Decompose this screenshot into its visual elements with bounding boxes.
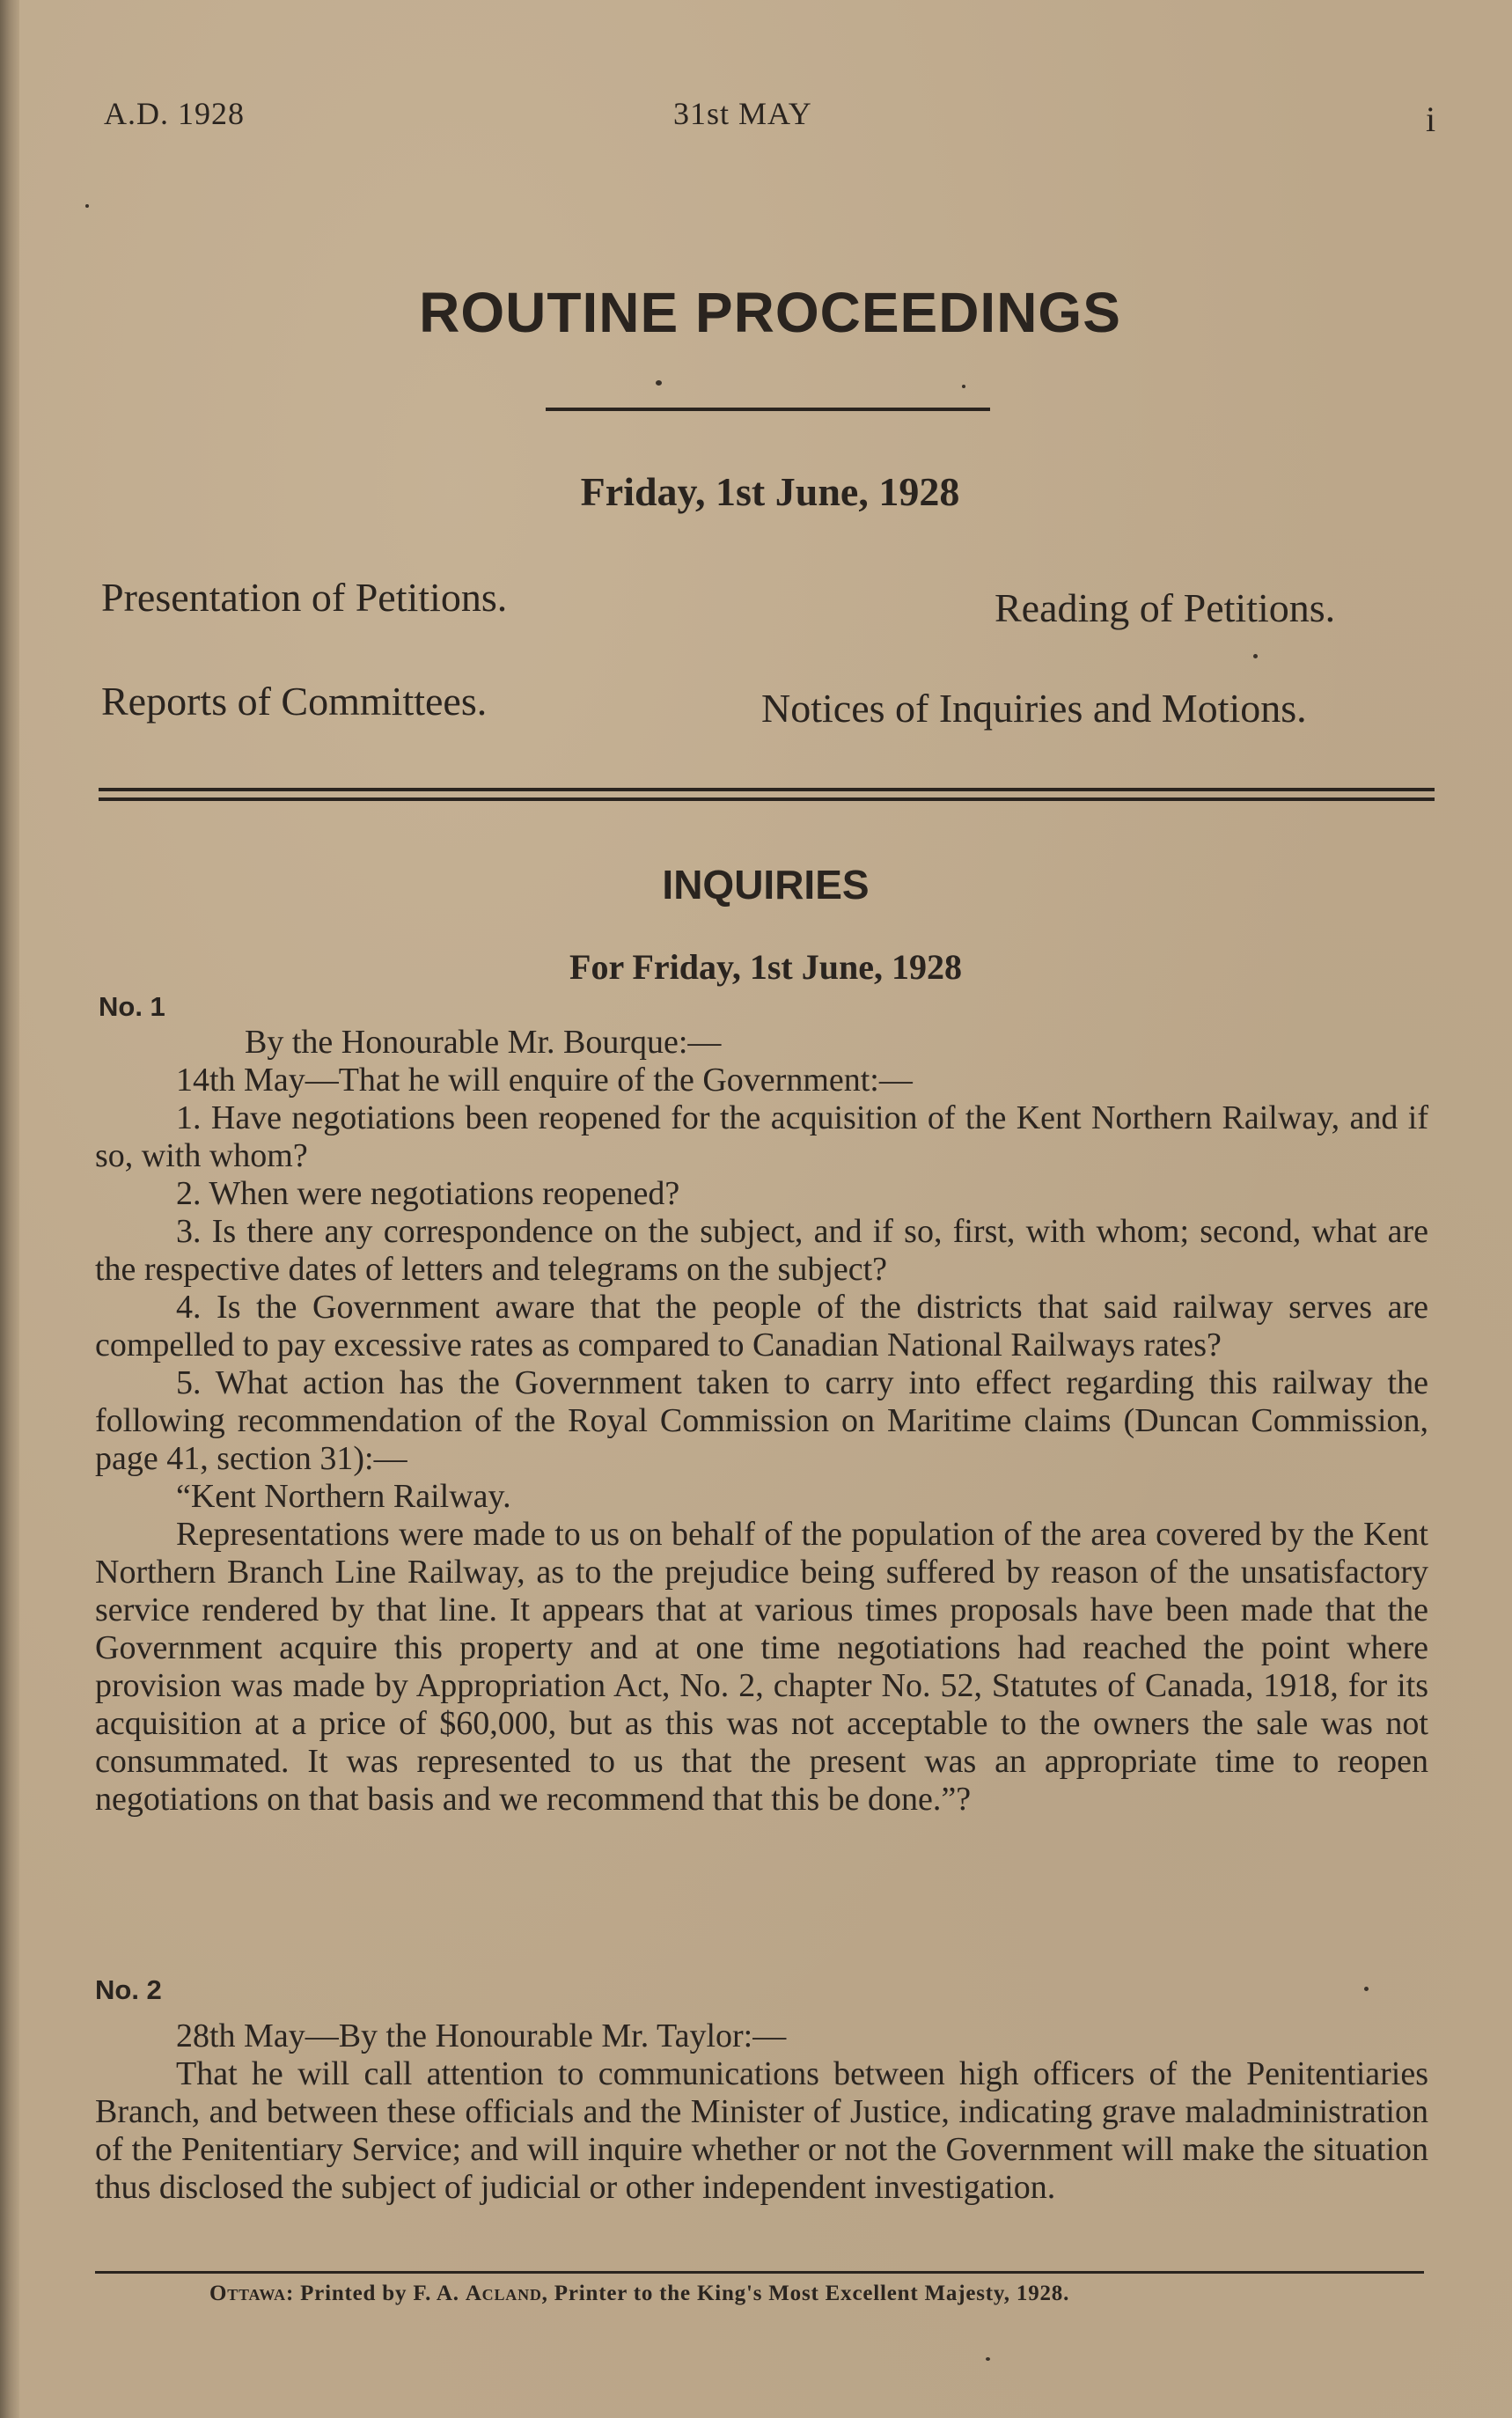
inquiry-2-body (95, 2017, 1428, 2207)
paper-speck (85, 204, 89, 208)
paper-speck (1364, 1987, 1369, 1991)
inquiry-paragraph: That he will call attention to communications between high officers of the Penitentiaries Branch, and between these officials and the Minister of Justice, indicating grave maladministration of the Penitentiary Service; and will inquire whether or not the Government will make the situation thus disclosed the subject of judicial or other independent investigation. (95, 2055, 1428, 2206)
inquiry-paragraph: 2. When were negotiations reopened? (176, 1175, 680, 1212)
paper-speck (656, 380, 662, 386)
running-head-year: A.D. 1928 (104, 96, 245, 131)
order-item-reports-of-committees: Reports of Committees. (101, 679, 488, 724)
paper-speck (962, 385, 965, 388)
page-binding-edge (0, 0, 19, 2418)
inquiry-paragraph: “Kent Northern Railway. (176, 1478, 511, 1515)
inquiry-paragraph: 1. Have negotiations been reopened for the acquisition of the Kent Northern Railway, and if so, with whom? (95, 1099, 1428, 1174)
order-item-notices-of-inquiries: Notices of Inquiries and Motions. (761, 686, 1307, 731)
imprint-text: : Printed by F. A. (285, 2282, 466, 2305)
inquiry-paragraph: 5. What action has the Government taken to carry into effect regarding this railway the following recommendation of the Royal Commission on Maritime claims (Duncan Commission, page 41, section 31):— (95, 1364, 1428, 1477)
page-title: ROUTINE PROCEEDINGS (419, 281, 1121, 344)
inquiry-paragraph: 14th May—That he will enquire of the Government:— (176, 1062, 913, 1099)
imprint-printer-name: Acland (465, 2282, 542, 2305)
running-head-date: 31st MAY (673, 96, 812, 131)
inquiry-paragraph: By the Honourable Mr. Bourque:— (245, 1024, 722, 1061)
paper-speck (986, 2357, 990, 2361)
date-heading: Friday, 1st June, 1928 (580, 469, 960, 514)
inquiry-paragraph: Representations were made to us on behalf of the population of the area covered by the Kent Northern Branch Line Railway, as to the prejudice being suffered by reason of the unsatisfactory service rendered by that line. It appears that at various times proposals have been made that the Government acquire this property and at one time negotiations had reached the point where provision was made by Appropriation Act, No. 2, chapter No. 52, Statutes of Canada, 1918, for its acquisition at a price of $60,000, but as this was not acceptable to the owners the sale was not consummated. It was represented to us that the present was an appropriate time to reopen negotiations on that basis and we recommend that this be done.”? (95, 1516, 1428, 1818)
order-item-reading-of-petitions: Reading of Petitions. (995, 585, 1336, 630)
page-number: i (1426, 99, 1437, 139)
title-rule (546, 408, 990, 411)
imprint-text-tail: , Printer to the King's Most Excellent Majesty, 1928. (541, 2282, 1070, 2305)
footer-rule (95, 2271, 1424, 2274)
inquiry-label: No. 1 (99, 991, 165, 1022)
inquiry-paragraph: 4. Is the Government aware that the people of the districts that said railway serves are compelled to pay excessive rates as compared to Canadian National Railways rates? (95, 1289, 1428, 1363)
inquiries-subheading: For Friday, 1st June, 1928 (569, 947, 962, 987)
imprint-place: Ottawa (209, 2282, 286, 2305)
inquiries-heading: INQUIRIES (662, 862, 870, 908)
inquiry-paragraph: 3. Is there any correspondence on the subject, and if so, first, with whom; second, what are the respective dates of letters and telegrams on the subject? (95, 1213, 1428, 1288)
inquiry-label: No. 2 (95, 1974, 162, 2005)
inquiry-1-body (95, 1024, 1428, 1819)
section-divider-bottom (99, 797, 1435, 801)
section-divider-top (99, 788, 1435, 791)
paper-speck (1253, 654, 1258, 658)
order-item-presentation-of-petitions: Presentation of Petitions. (101, 575, 508, 620)
inquiry-paragraph: 28th May—By the Honourable Mr. Taylor:— (176, 2017, 787, 2054)
printer-imprint (209, 2282, 1069, 2306)
